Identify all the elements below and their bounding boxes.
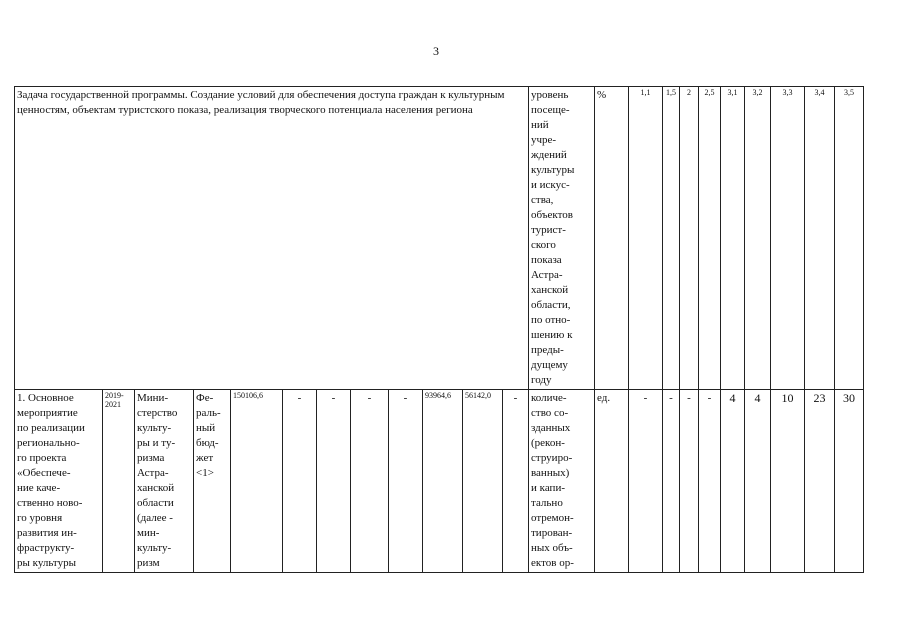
year-cell: - [317,390,351,573]
indicator-cell: количе- ство со- зданных (рекон- струиро- ванных) и капи- тально отремон- тирован- ных объ- ектов ор- [529,390,595,573]
program-table [14,86,864,573]
value-cell: 23 [805,390,835,573]
value-cell: 3,2 [745,87,771,390]
value-cell: 4 [721,390,745,573]
period-cell: 2019- 2021 [103,390,135,573]
value-cell: - [699,390,721,573]
value-cell: 1,5 [663,87,680,390]
value-cell: - [663,390,680,573]
unit-cell: ед. [595,390,629,573]
value-cell: - [680,390,699,573]
value-cell: 3,3 [771,87,805,390]
measure-cell: 1. Основное мероприятие по реализации регионально- го проекта «Обеспече- ние каче- ственно ново- го уровня развития ин- фраструкту- ры культуры [15,390,103,573]
value-cell: 30 [835,390,864,573]
year-cell: - [351,390,389,573]
year-cell: - [389,390,423,573]
year-cell: 56142,0 [463,390,503,573]
year-cell: - [283,390,317,573]
value-cell: 3,1 [721,87,745,390]
funding-source-cell: Фе- раль- ный бюд- жет <1> [194,390,231,573]
value-cell: - [629,390,663,573]
year-cell: 93964,6 [423,390,463,573]
value-cell: 2 [680,87,699,390]
value-cell: 10 [771,390,805,573]
task-cell [15,87,529,390]
page-number: 3 [433,44,439,58]
value-cell: 2,5 [699,87,721,390]
indicator-cell: уровень посеще- ний учре- ждений культуры и искус- ства, объектов турист- ского показа Астра- ханской области, по отно- шению к преды- дущему году [529,87,595,390]
executor-cell: Мини- стерство культу- ры и ту- ризма Астра- ханской области (далее - мин- культу- ризм [135,390,194,573]
measure-row [15,390,864,573]
value-cell: 1,1 [629,87,663,390]
total-cell: 150106,6 [231,390,283,573]
unit-cell: % [595,87,629,390]
value-cell: 4 [745,390,771,573]
value-cell: 3,5 [835,87,864,390]
year-cell: - [503,390,529,573]
value-cell: 3,4 [805,87,835,390]
task-row [15,87,864,390]
task-text: Задача государственной программы. Создание условий для обеспечения доступа граждан к культурным ценностям, объектам туристского показа, реализация творческого потенциала населения региона [17,89,505,116]
